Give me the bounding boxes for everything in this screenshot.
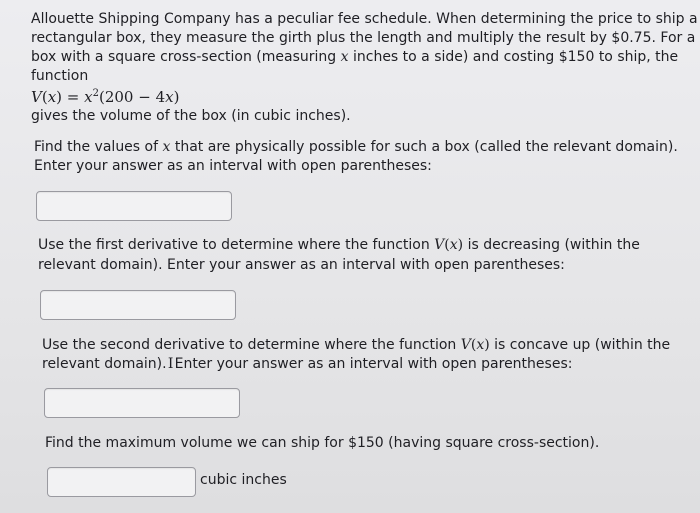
q3-text-post: is concave up (within the [489,337,671,353]
intro-text-1: Allouette Shipping Company has a peculiar fee schedule. When determining the price to ship a [31,11,698,27]
q2-text-post: is decreasing (within the [463,237,640,253]
after-formula-text: gives the volume of the box (in cubic inches). [31,108,351,124]
question-1-line-1 [34,138,678,157]
q1-text-pre: Find the values of [34,139,163,155]
answer-input-decreasing[interactable] [40,290,236,320]
q1-text-post: that are physically possible for such a box (called the relevant domain). [170,139,678,155]
answer-input-domain[interactable] [36,191,232,221]
intro-text-4: function [31,68,89,84]
question-4-line-1 [45,434,599,453]
question-3-line-1: Use the second derivative to determine where the function V(x) is concave up (within the [42,337,671,353]
formula-var-3: x [165,88,174,106]
formula-function-name: V [31,88,42,106]
q3-variable: x [476,337,485,353]
q3-text-pre: Use the second derivative to determine where the function [42,337,461,353]
intro-line-2 [31,29,695,48]
formula-rhs-post: ) [173,88,180,106]
volume-formula: $V(x) = x^2(200 - 4x)$ [31,88,180,106]
intro-line-4 [31,67,88,86]
q1-variable: x [162,139,171,155]
answer-input-max-volume[interactable] [47,467,196,497]
q3-function-name: V [460,337,471,353]
question-2-line-2 [38,256,565,275]
text-cursor-icon: I [167,356,174,372]
unit-label-cubic-inches: cubic inches [200,472,287,488]
intro-line-1 [31,10,698,29]
formula-exponent: 2 [92,88,99,99]
variable-x: x [340,49,349,65]
q4-text: Find the maximum volume we can ship for $150 (having square cross-section). [45,435,600,451]
q2-variable: x [449,237,458,253]
question-1-line-2 [34,157,432,176]
question-2-line-1: Use the first derivative to determine where the function V(x) is decreasing (within the [38,237,640,253]
formula-rhs-pre: (200 − 4 [98,88,166,106]
intro-after-formula [31,107,351,126]
formula-var-2: x [84,88,93,106]
q1-text-line2: Enter your answer as an interval with open parentheses: [34,158,432,174]
q2-function-name: V [434,237,445,253]
question-3-line-2 [42,355,572,374]
q3-text-line2-post: Enter your answer as an interval with open parentheses: [174,356,573,372]
intro-text-3a: box with a square cross-section (measuring [31,49,341,65]
q2-text-line2: relevant domain). Enter your answer as an interval with open parentheses: [38,257,565,273]
answer-input-concave-up[interactable] [44,388,240,418]
intro-line-3 [31,48,678,67]
q3-text-line2-pre: relevant domain). [42,356,167,372]
formula-var-1: x [47,88,57,106]
intro-text-3b: inches to a side) and costing $150 to ship, the [348,49,679,65]
intro-text-2: rectangular box, they measure the girth plus the length and multiply the result by $0.75. For a [31,30,696,46]
q2-text-pre: Use the first derivative to determine where the function [38,237,435,253]
